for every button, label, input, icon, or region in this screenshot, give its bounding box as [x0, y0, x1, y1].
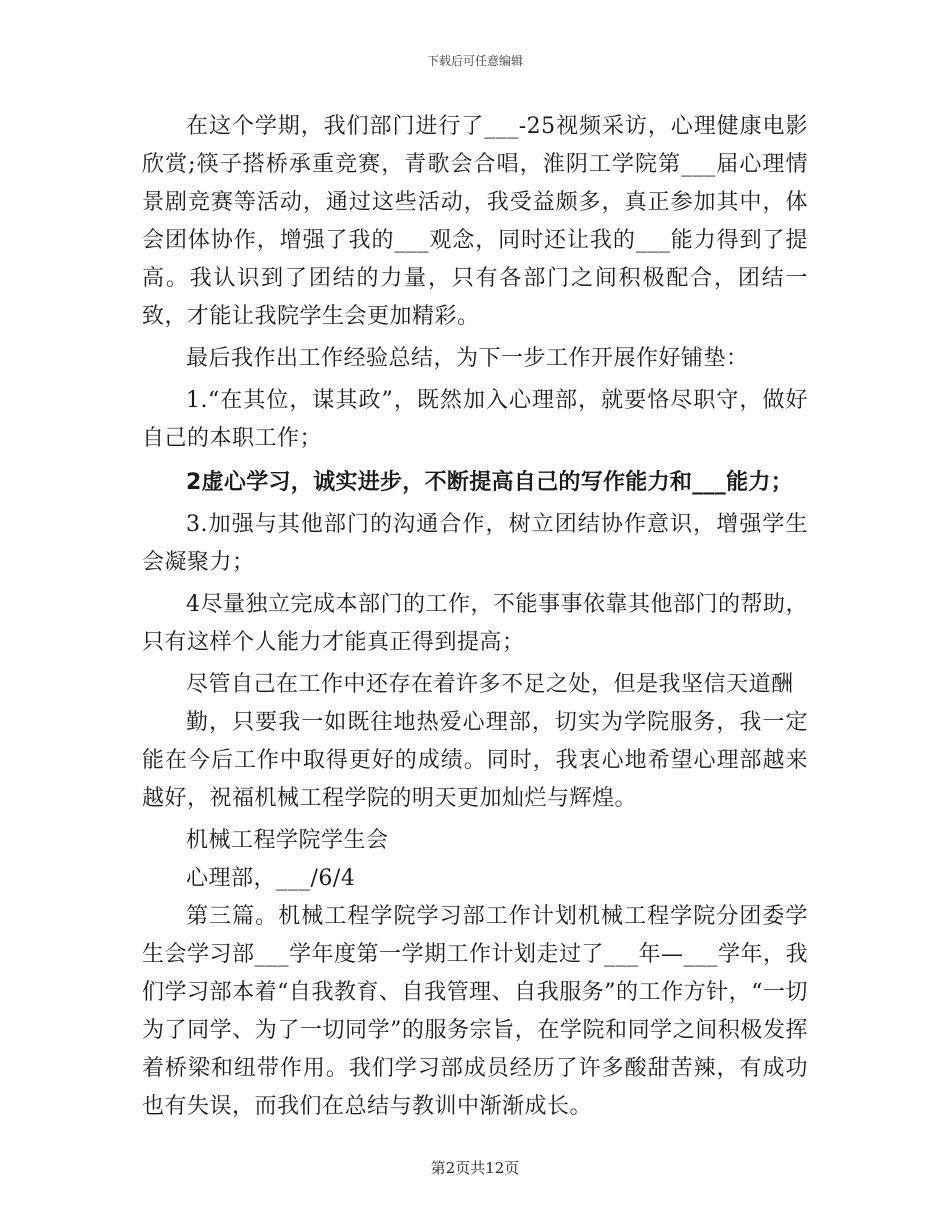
- paragraph-activities: 在这个学期，我们部门进行了___-25视频采访，心理健康电影欣赏;筷子搭桥承重竞赛，青歌会合唱，淮阴工学院第___届心理情景剧竞赛等活动，通过这些活动，我受益颇多，真正参加其中，体会团体协作，增强了我的___观念，同时还让我的___能力得到了提高。我认识到了团结的力量，只有各部门之间积极配合，团结一致，才能让我院学生会更加精彩。: [142, 114, 808, 329]
- paragraph-part-three: 第三篇。机械工程学院学习部工作计划机械工程学院分团委学生会学习部___学年度第一学期工作计划走过了___年—___学年，我们学习部本着“自我教育、自我管理、自我服务”的工作方针，“一切为了同学、为了一切同学”的服务宗旨，在学院和同学之间积极发挥着桥梁和纽带作用。我们学习部成员经历了许多酸甜苦辣，有成功也有失误，而我们在总结与教训中渐渐成长。: [142, 904, 809, 1119]
- signature-department-date: 心理部，___/6/4: [186, 866, 356, 891]
- paragraph-summary-intro: 最后我作出工作经验总结，为下一步工作开展作好铺垫：: [186, 346, 749, 371]
- paragraph-point-1: 1.“在其位，谋其政”，既然加入心理部，就要恪尽职守，做好自己的本职工作；: [142, 388, 808, 451]
- page-footer: 第2页共12页: [430, 1159, 520, 1177]
- paragraph-point-2: 2虚心学习，诚实进步，不断提高自己的写作能力和___能力；: [186, 470, 794, 495]
- document-body: [142, 108, 808, 1126]
- paragraph-point-3: 3.加强与其他部门的沟通合作，树立团结协作意识，增强学生会凝聚力；: [142, 512, 808, 575]
- paragraph-conclusion: 勤，只要我一如既往地热爱心理部，切实为学院服务，我一定能在今后工作中取得更好的成绩。同时，我衷心地希望心理部越来越好，祝福机械工程学院的明天更加灿烂与辉煌。: [142, 710, 808, 811]
- paragraph-conclusion-start: 尽管自己在工作中还存在着许多不足之处，但是我坚信天道酬: [186, 672, 794, 697]
- paragraph-point-4: 4尽量独立完成本部门的工作，不能事事依靠其他部门的帮助，只有这样个人能力才能真正得到提高；: [142, 592, 808, 655]
- signature-organization: 机械工程学院学生会: [186, 828, 389, 853]
- page-header: 下载后可任意编辑: [426, 54, 523, 68]
